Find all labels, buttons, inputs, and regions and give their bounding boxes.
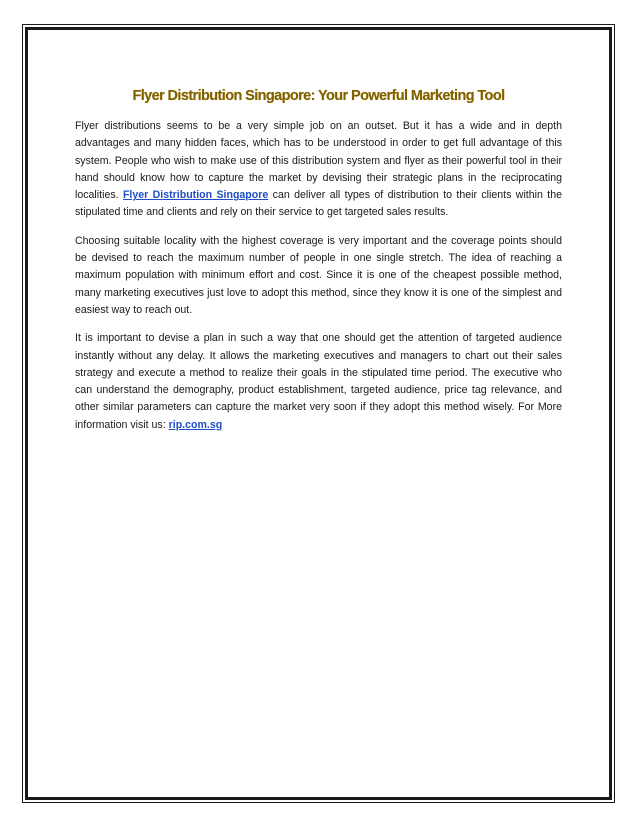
rip-website-link[interactable]: rip.com.sg (168, 418, 223, 431)
paragraph-1-text-after: can deliver all types of distribution to their clients within the stipulated time and clients and rely on their service to get targeted sales results. (75, 189, 562, 219)
paragraph-3-text: It is important to devise a plan in such a way that one should get the attention of targeted audience instantly without any delay. It allows the marketing executives and managers to chart out their sales strategy and execute a method to realize their goals in the stipulated time period. The executive who can understand the demography, product establishment, targeted audience, price tag relevance, and other similar parameters can capture the market very soon if they adopt this method wisely. For More information visit us: (75, 332, 562, 431)
flyer-distribution-singapore-link[interactable]: Flyer Distribution Singapore (122, 189, 269, 202)
document-title: Flyer Distribution Singapore: Your Powerful Marketing Tool (132, 88, 505, 104)
paragraph-3 (75, 330, 562, 434)
paragraph-1-text-before: Flyer distributions seems to be a very simple job on an outset. But it has a wide and in depth advantages and many hidden faces, which has to be understood in order to get full advantage of this system. People who wish to make use of this distribution system and flyer as their powerful tool in their hand should know how to capture the market by devising their strategic plans in the reciprocating localities. (75, 120, 562, 202)
paragraph-2: Choosing suitable locality with the highest coverage is very important and the coverage points should be devised to reach the maximum number of people in one single stretch. The idea of reaching a maximum population with minimum effort and cost. Since it is one of the cheapest possible method, many marketing executives just love to adopt this method, since they know it is one of the simplest and easiest way to reach out. (75, 234, 562, 316)
document-body (75, 88, 562, 445)
paragraph-1 (75, 118, 562, 222)
